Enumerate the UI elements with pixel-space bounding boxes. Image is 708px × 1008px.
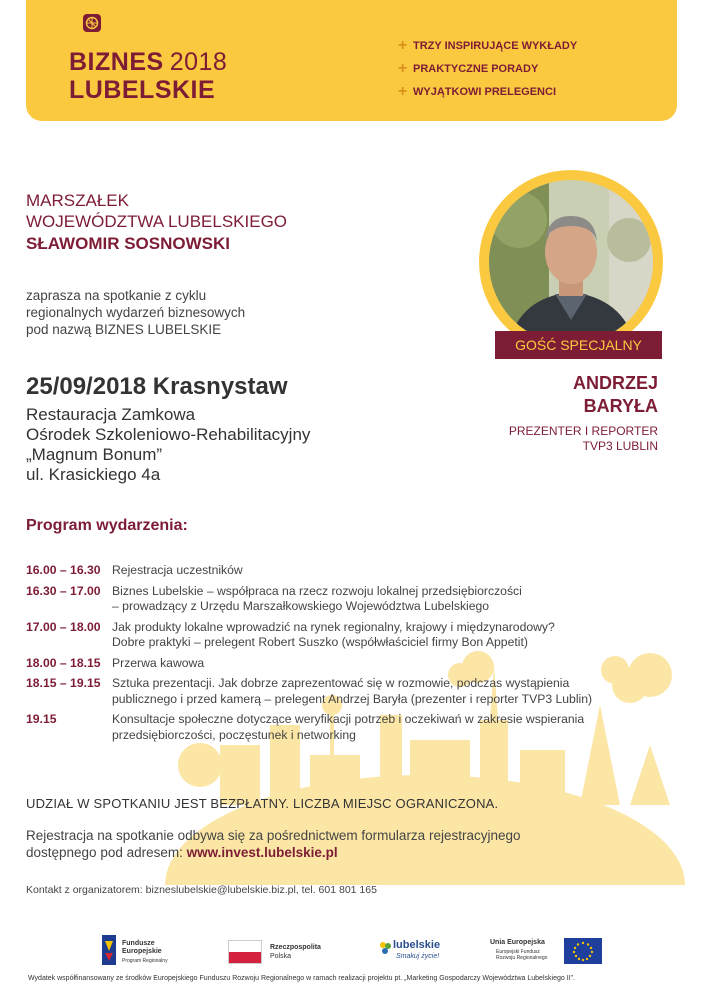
lubelskie-logo: lubelskie Smakuj życie! [378, 938, 458, 968]
program-item [26, 676, 666, 707]
guest-last-name: BARYŁA [583, 396, 658, 416]
host-name: SŁAWOMIR SOSNOWSKI [26, 234, 230, 253]
event-date-place: 25/09/2018 Krasnystaw [26, 373, 288, 400]
guest-role-line-2: TVP3 LUBLIN [582, 439, 658, 453]
program-time: 18.15 – 19.15 [26, 676, 101, 690]
brand-year: 2018 [169, 48, 228, 76]
program-description: Rejestracja uczestników [112, 563, 243, 577]
guest-role-line-1: PREZENTER I REPORTER [508, 424, 658, 438]
organizer-contact: Kontakt z organizatorem: bizneslubelskie@lubelskie.biz.pl, tel. 601 801 165 [26, 884, 377, 896]
program-item [26, 712, 666, 743]
host-title-line-1: MARSZAŁEK [26, 191, 129, 210]
eu-flag-icon [564, 938, 602, 964]
fundusze-europejskie-icon [102, 935, 118, 965]
invitation-text: zaprasza na spotkanie z cyklu regionalnych wydarzeń biznesowych pod nazwą BIZNES LUBELSKIE [26, 288, 246, 337]
registration-text-line-1: Rejestracja na spotkanie odbywa się za pośrednictwem formularza rejestracyjnego [26, 828, 521, 843]
program-description: Jak produkty lokalne wprowadzić na rynek regionalny, krajowy i międzynarodowy? Dobre praktyki – prelegent Robert Suszko (współwłaściciel firmy Bon Appetit) [112, 619, 555, 649]
feature-item: + TRZY INSPIRUJĄCE WYKŁADY [398, 36, 578, 54]
registration-text-line-2: dostępnego pod adresem: www.invest.lubelskie.pl [26, 845, 338, 860]
brand-word-1: BIZNES [69, 48, 164, 76]
program-item [26, 584, 666, 615]
program-time: 18.00 – 18.15 [26, 655, 101, 670]
program-time: 19.15 [26, 712, 57, 726]
program-list [26, 563, 666, 748]
guest-photo [489, 180, 653, 344]
plus-icon: + [398, 82, 408, 100]
event-venue: Restauracja Zamkowa Ośrodek Szkoleniowo-Rehabilitacyjny „Magnum Bonum” ul. Krasickiego 4a [26, 405, 311, 484]
funding-disclaimer: Wydatek współfinansowany ze środków Europejskiego Funduszu Rozwoju Regionalnego w ramach realizacji projektu pt. „Marketing Gospodarczy Województwa Lubelskiego II”. [28, 975, 575, 982]
feature-item: + PRAKTYCZNE PORADY [398, 59, 539, 77]
free-entry-notice: UDZIAŁ W SPOTKANIU JEST BEZPŁATNY. LICZBA MIEJSC OGRANICZONA. [26, 796, 499, 811]
program-description: Sztuka prezentacji. Jak dobrze zaprezentować się w rozmowie, podczas wystąpienia publicznego i przed kamerą – prelegent Andrzej Baryła (prezenter i reporter TVP3 Lublin) [112, 676, 593, 706]
program-description: Przerwa kawowa [112, 655, 205, 670]
feature-item: + WYJĄTKOWI PRELEGENCI [398, 82, 557, 100]
plus-icon: + [398, 36, 408, 54]
feature-list [398, 34, 577, 103]
rzeczpospolita-polska-logo: Rzeczpospolita Polska [228, 938, 348, 968]
lubelskie-icon [378, 940, 392, 956]
unia-europejska-logo: Unia Europejska Europejski Fundusz Rozwoju Regionalnego [490, 935, 610, 967]
program-time: 17.00 – 18.00 [26, 619, 101, 634]
host-title-line-2: WOJEWÓDZTWA LUBELSKIEGO [26, 212, 288, 231]
plus-icon: + [398, 59, 408, 77]
brand-name [69, 48, 227, 77]
header-banner [26, 0, 677, 121]
polish-flag-icon [228, 940, 262, 964]
program-time: 16.30 – 17.00 [26, 583, 101, 598]
program-item [26, 656, 666, 672]
program-title: Program wydarzenia: [26, 517, 188, 534]
guest-photo-frame [479, 170, 663, 354]
program-time: 16.00 – 16.30 [26, 563, 101, 577]
program-description: Konsultacje społeczne dotyczące weryfikacji potrzeb i oczekiwań w zakresie wspierania przedsiębiorczości, poczęstunek i networking [112, 712, 585, 742]
special-guest-badge: GOŚĆ SPECJALNY [495, 331, 662, 359]
program-item [26, 563, 666, 579]
fundusze-europejskie-logo: Fundusze Europejskie Program Regionalny [102, 935, 222, 967]
program-description: Biznes Lubelskie – współpraca na rzecz rozwoju lokalnej przedsiębiorczości – prowadzący z Urzędu Marszałkowskiego Województwa Lubelskiego [112, 583, 522, 613]
program-item [26, 620, 666, 651]
brand-word-2: LUBELSKIE [69, 76, 216, 104]
registration-link[interactable]: www.invest.lubelskie.pl [186, 845, 338, 860]
brand-logo-icon [83, 14, 101, 32]
guest-first-name: ANDRZEJ [572, 373, 658, 393]
